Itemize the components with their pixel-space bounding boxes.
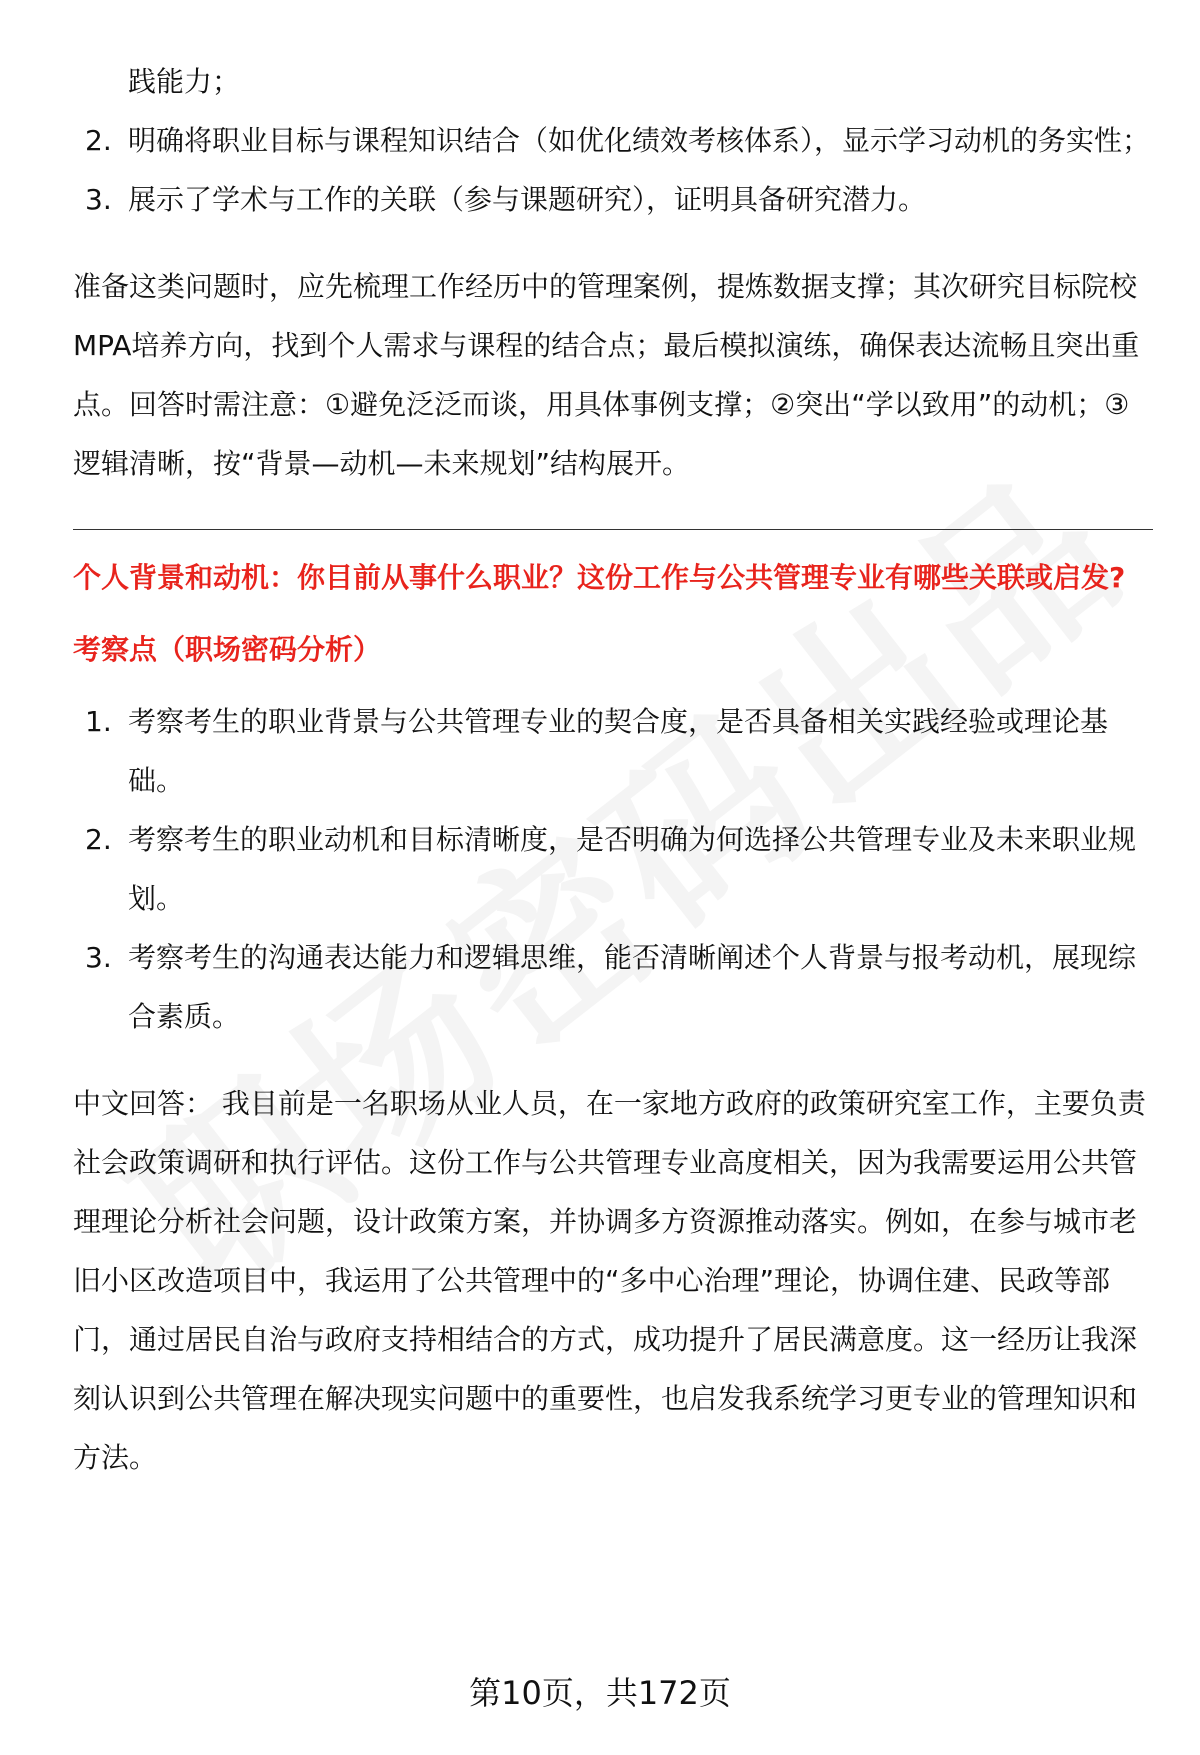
section-divider — [73, 529, 1153, 530]
list-text: 明确将职业目标与课程知识结合（如优化绩效考核体系），显示学习动机的务实性； — [128, 124, 1151, 157]
list-item — [73, 111, 1153, 170]
list-item — [73, 170, 1153, 229]
focus-heading: 考察点（职场密码分析） — [73, 633, 382, 666]
list-text: 践能力； — [128, 65, 241, 98]
list-number: 3. — [85, 183, 112, 216]
list-item — [73, 810, 1153, 928]
list-text: 考察考生的职业动机和目标清晰度，是否明确为何选择公共管理专业及未来职业规划。 — [128, 823, 1137, 915]
top-list — [73, 52, 1153, 229]
list-number: 3. — [85, 941, 112, 974]
list-number: 2. — [85, 823, 112, 856]
list-item — [73, 52, 1153, 111]
focus-list — [73, 692, 1153, 1046]
answer-paragraph: 中文回答： 我目前是一名职场从业人员，在一家地方政府的政策研究室工作，主要负责社会政策调研和执行评估。这份工作与公共管理专业高度相关，因为我需要运用公共管理理论分析社会问题，设计政策方案，并协调多方资源推动落实。例如，在参与城市老旧小区改造项目中，我运用了公共管理中的“多中心治理”理论，协调住建、民政等部门，通过居民自治与政府支持相结合的方式，成功提升了居民满意度。这一经历让我深刻认识到公共管理在解决现实问题中的重要性，也启发我系统学习更专业的管理知识和方法。 — [73, 1087, 1146, 1474]
question-heading: 个人背景和动机：你目前从事什么职业？这份工作与公共管理专业有哪些关联或启发? — [73, 561, 1126, 594]
prep-paragraph: 准备这类问题时，应先梳理工作经历中的管理案例，提炼数据支撑；其次研究目标院校MPA培养方向，找到个人需求与课程的结合点；最后模拟演练，确保表达流畅且突出重点。回答时需注意：①避免泛泛而谈，用具体事例支撑；②突出“学以致用”的动机；③逻辑清晰，按“背景—动机—未来规划”结构展开。 — [73, 270, 1140, 480]
list-text: 考察考生的沟通表达能力和逻辑思维，能否清晰阐述个人背景与报考动机，展现综合素质。 — [128, 941, 1137, 1033]
list-text: 展示了学术与工作的关联（参与课题研究），证明具备研究潜力。 — [128, 183, 927, 216]
list-item — [73, 928, 1153, 1046]
list-item — [73, 692, 1153, 810]
page-content — [73, 52, 1153, 1487]
page-footer: 第10页，共172页 — [469, 1674, 731, 1712]
list-text: 考察考生的职业背景与公共管理专业的契合度，是否具备相关实践经验或理论基础。 — [128, 705, 1109, 797]
list-number: 2. — [85, 124, 112, 157]
list-number: 1. — [85, 705, 112, 738]
